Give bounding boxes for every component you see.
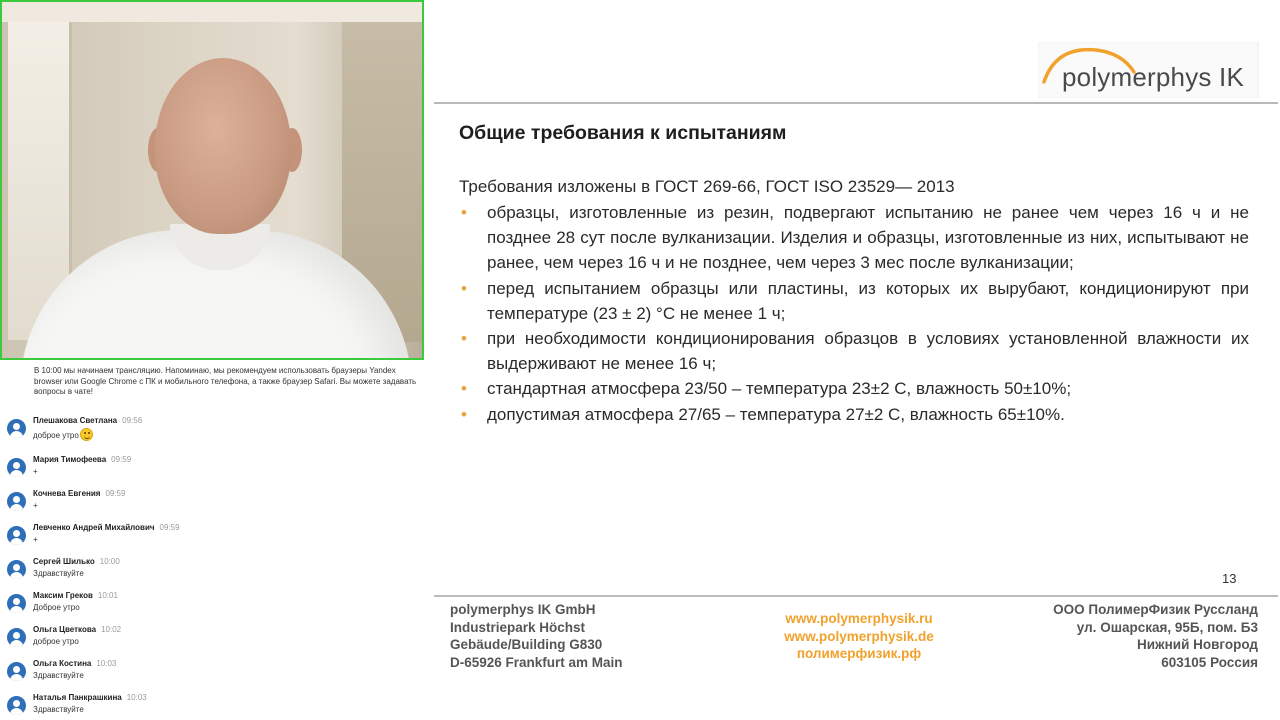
footer-link: www.polymerphysik.ru (785, 611, 933, 626)
footer-line: Gebäude/Building G830 (450, 637, 603, 652)
chat-timestamp: 09:59 (111, 455, 132, 464)
chat-timestamp: 10:02 (101, 625, 122, 634)
footer-line: Нижний Новгород (1137, 637, 1258, 652)
chat-author (33, 625, 121, 634)
video-ceiling (2, 2, 422, 22)
chat-author (33, 455, 131, 464)
chat-message (0, 416, 420, 448)
footer-link: полимерфизик.рф (796, 646, 922, 661)
footer-line: polymerphys IK GmbH (450, 602, 596, 617)
chat-message (0, 591, 420, 623)
presentation-slide (424, 0, 1280, 720)
chat-author-name: Ольга Цветкова (33, 625, 97, 634)
chat-author-name: Сергей Шилько (33, 557, 95, 566)
footer-line: 603105 Россия (1161, 654, 1258, 670)
bullet-item (459, 200, 1249, 276)
chat-text (33, 705, 84, 714)
chat-text (33, 428, 93, 441)
chat-text-content: + (33, 501, 38, 510)
slide-title: Общие требования к испытаниям (459, 122, 787, 144)
bullet-icon: • (461, 379, 467, 399)
chat-message (0, 659, 420, 691)
chat-message (0, 455, 420, 487)
page-number: 13 (1222, 571, 1237, 586)
speaker-head (155, 58, 291, 234)
user-avatar-icon (7, 458, 26, 477)
bullet-icon: • (461, 278, 467, 298)
footer-link: www.polymerphysik.de (784, 628, 934, 644)
header-divider (434, 102, 1278, 104)
chat-message (0, 523, 420, 555)
bullet-item (459, 326, 1249, 376)
chat-message (0, 693, 420, 720)
chat-text-content: Здравствуйте (33, 705, 84, 714)
chat-author-name: Кочнева Евгения (33, 489, 101, 498)
chat-text-content: Здравствуйте (33, 569, 84, 578)
chat-text-content: Здравствуйте (33, 671, 84, 680)
chat-author (33, 557, 120, 566)
user-avatar-icon (7, 492, 26, 511)
bullet-icon: • (461, 203, 467, 222)
user-avatar-icon (7, 696, 26, 715)
user-avatar-icon (7, 628, 26, 647)
chat-timestamp: 09:59 (105, 489, 126, 498)
bullet-text: допустимая атмосфера 27/65 – температура 27±2 С, влажность 65±10%. (487, 404, 1065, 424)
chat-author-name: Мария Тимофеева (33, 455, 107, 464)
chat-author (33, 416, 142, 425)
chat-text-content: доброе утро (33, 431, 79, 440)
chat-text (33, 569, 84, 578)
user-avatar-icon (7, 560, 26, 579)
footer-links (764, 610, 954, 663)
bullet-list (459, 200, 1249, 427)
footer-line: Industriepark Höchst (450, 619, 586, 635)
slide-intro: Требования изложены в ГОСТ 269-66, ГОСТ ISO 23529— 2013 (459, 177, 955, 196)
chat-author-name: Наталья Панкрашкина (33, 693, 122, 702)
user-avatar-icon (7, 526, 26, 545)
bullet-icon: • (461, 329, 467, 349)
chat-system-message: В 10:00 мы начинаем трансляцию. Напоминаю, мы рекомендуем использовать браузеры Yandex browser или Google Chrome с ПК и мобильного телефона, а также браузер Safari. Вы можете задавать вопросы в чате! (34, 366, 417, 396)
bullet-icon: • (461, 404, 467, 424)
chat-author-name: Левченко Андрей Михайлович (33, 523, 155, 532)
user-avatar-icon (7, 419, 26, 438)
footer-divider (434, 595, 1278, 597)
footer-line: ул. Ошарская, 95Б, пом. Б3 (1076, 619, 1258, 635)
chat-timestamp: 10:01 (97, 591, 118, 600)
chat-timestamp: 10:00 (99, 557, 120, 566)
chat-message (0, 625, 420, 657)
chat-author-name: Плешакова Светлана (33, 416, 118, 425)
chat-message (0, 489, 420, 521)
bullet-item (459, 276, 1249, 326)
chat-timestamp: 10:03 (96, 659, 117, 668)
chat-author (33, 693, 147, 702)
logo-text: polymerphys IK (1062, 62, 1244, 92)
user-avatar-icon (7, 662, 26, 681)
chat-text (33, 671, 84, 680)
chat-text (33, 603, 80, 612)
bullet-text: образцы, изготовленные из резин, подвергают испытанию не ранее чем через 16 ч и не позднее 28 сут после вулканизации. Изделия и образцы, изготовленные из них, испытывают не ранее, чем через 16 ч и не позднее, чем через 3 мес после вулканизации; (487, 203, 1249, 273)
chat-text (33, 535, 38, 544)
chat-author (33, 523, 180, 532)
chat-author-name: Ольга Костина (33, 659, 92, 668)
bullet-text: при необходимости кондиционирования образцов в условиях установленной влажности их выдерживают не менее 16 ч; (487, 329, 1249, 374)
chat-text-content: + (33, 467, 38, 476)
footer-address-de (450, 601, 623, 671)
chat-message (0, 557, 420, 589)
chat-author (33, 591, 118, 600)
chat-author (33, 659, 116, 668)
chat-text (33, 467, 38, 476)
footer-line: ООО ПолимерФизик Руссланд (1053, 602, 1258, 617)
chat-author-name: Максим Греков (33, 591, 93, 600)
user-avatar-icon (7, 594, 26, 613)
bullet-text: стандартная атмосфера 23/50 – температура 23±2 С, влажность 50±10%; (487, 379, 1072, 399)
footer-address-ru (1053, 601, 1258, 671)
chat-author (33, 489, 125, 498)
chat-text (33, 637, 79, 646)
company-logo (1038, 42, 1260, 98)
chat-timestamp: 09:56 (122, 416, 143, 425)
footer-line: D-65926 Frankfurt am Main (450, 654, 623, 670)
bullet-text: перед испытанием образцы или пластины, из которых их вырубают, кондиционируют при температуре (23 ± 2) °С не менее 1 ч; (487, 278, 1249, 323)
bullet-item (459, 402, 1249, 427)
chat-timestamp: 10:03 (126, 693, 147, 702)
smiley-icon (80, 428, 93, 441)
chat-text (33, 501, 38, 510)
chat-text-content: Доброе утро (33, 603, 80, 612)
chat-text-content: доброе утро (33, 637, 79, 646)
bullet-item (459, 376, 1249, 401)
chat-timestamp: 09:59 (159, 523, 180, 532)
chat-text-content: + (33, 535, 38, 544)
speaker-video[interactable] (0, 0, 424, 360)
